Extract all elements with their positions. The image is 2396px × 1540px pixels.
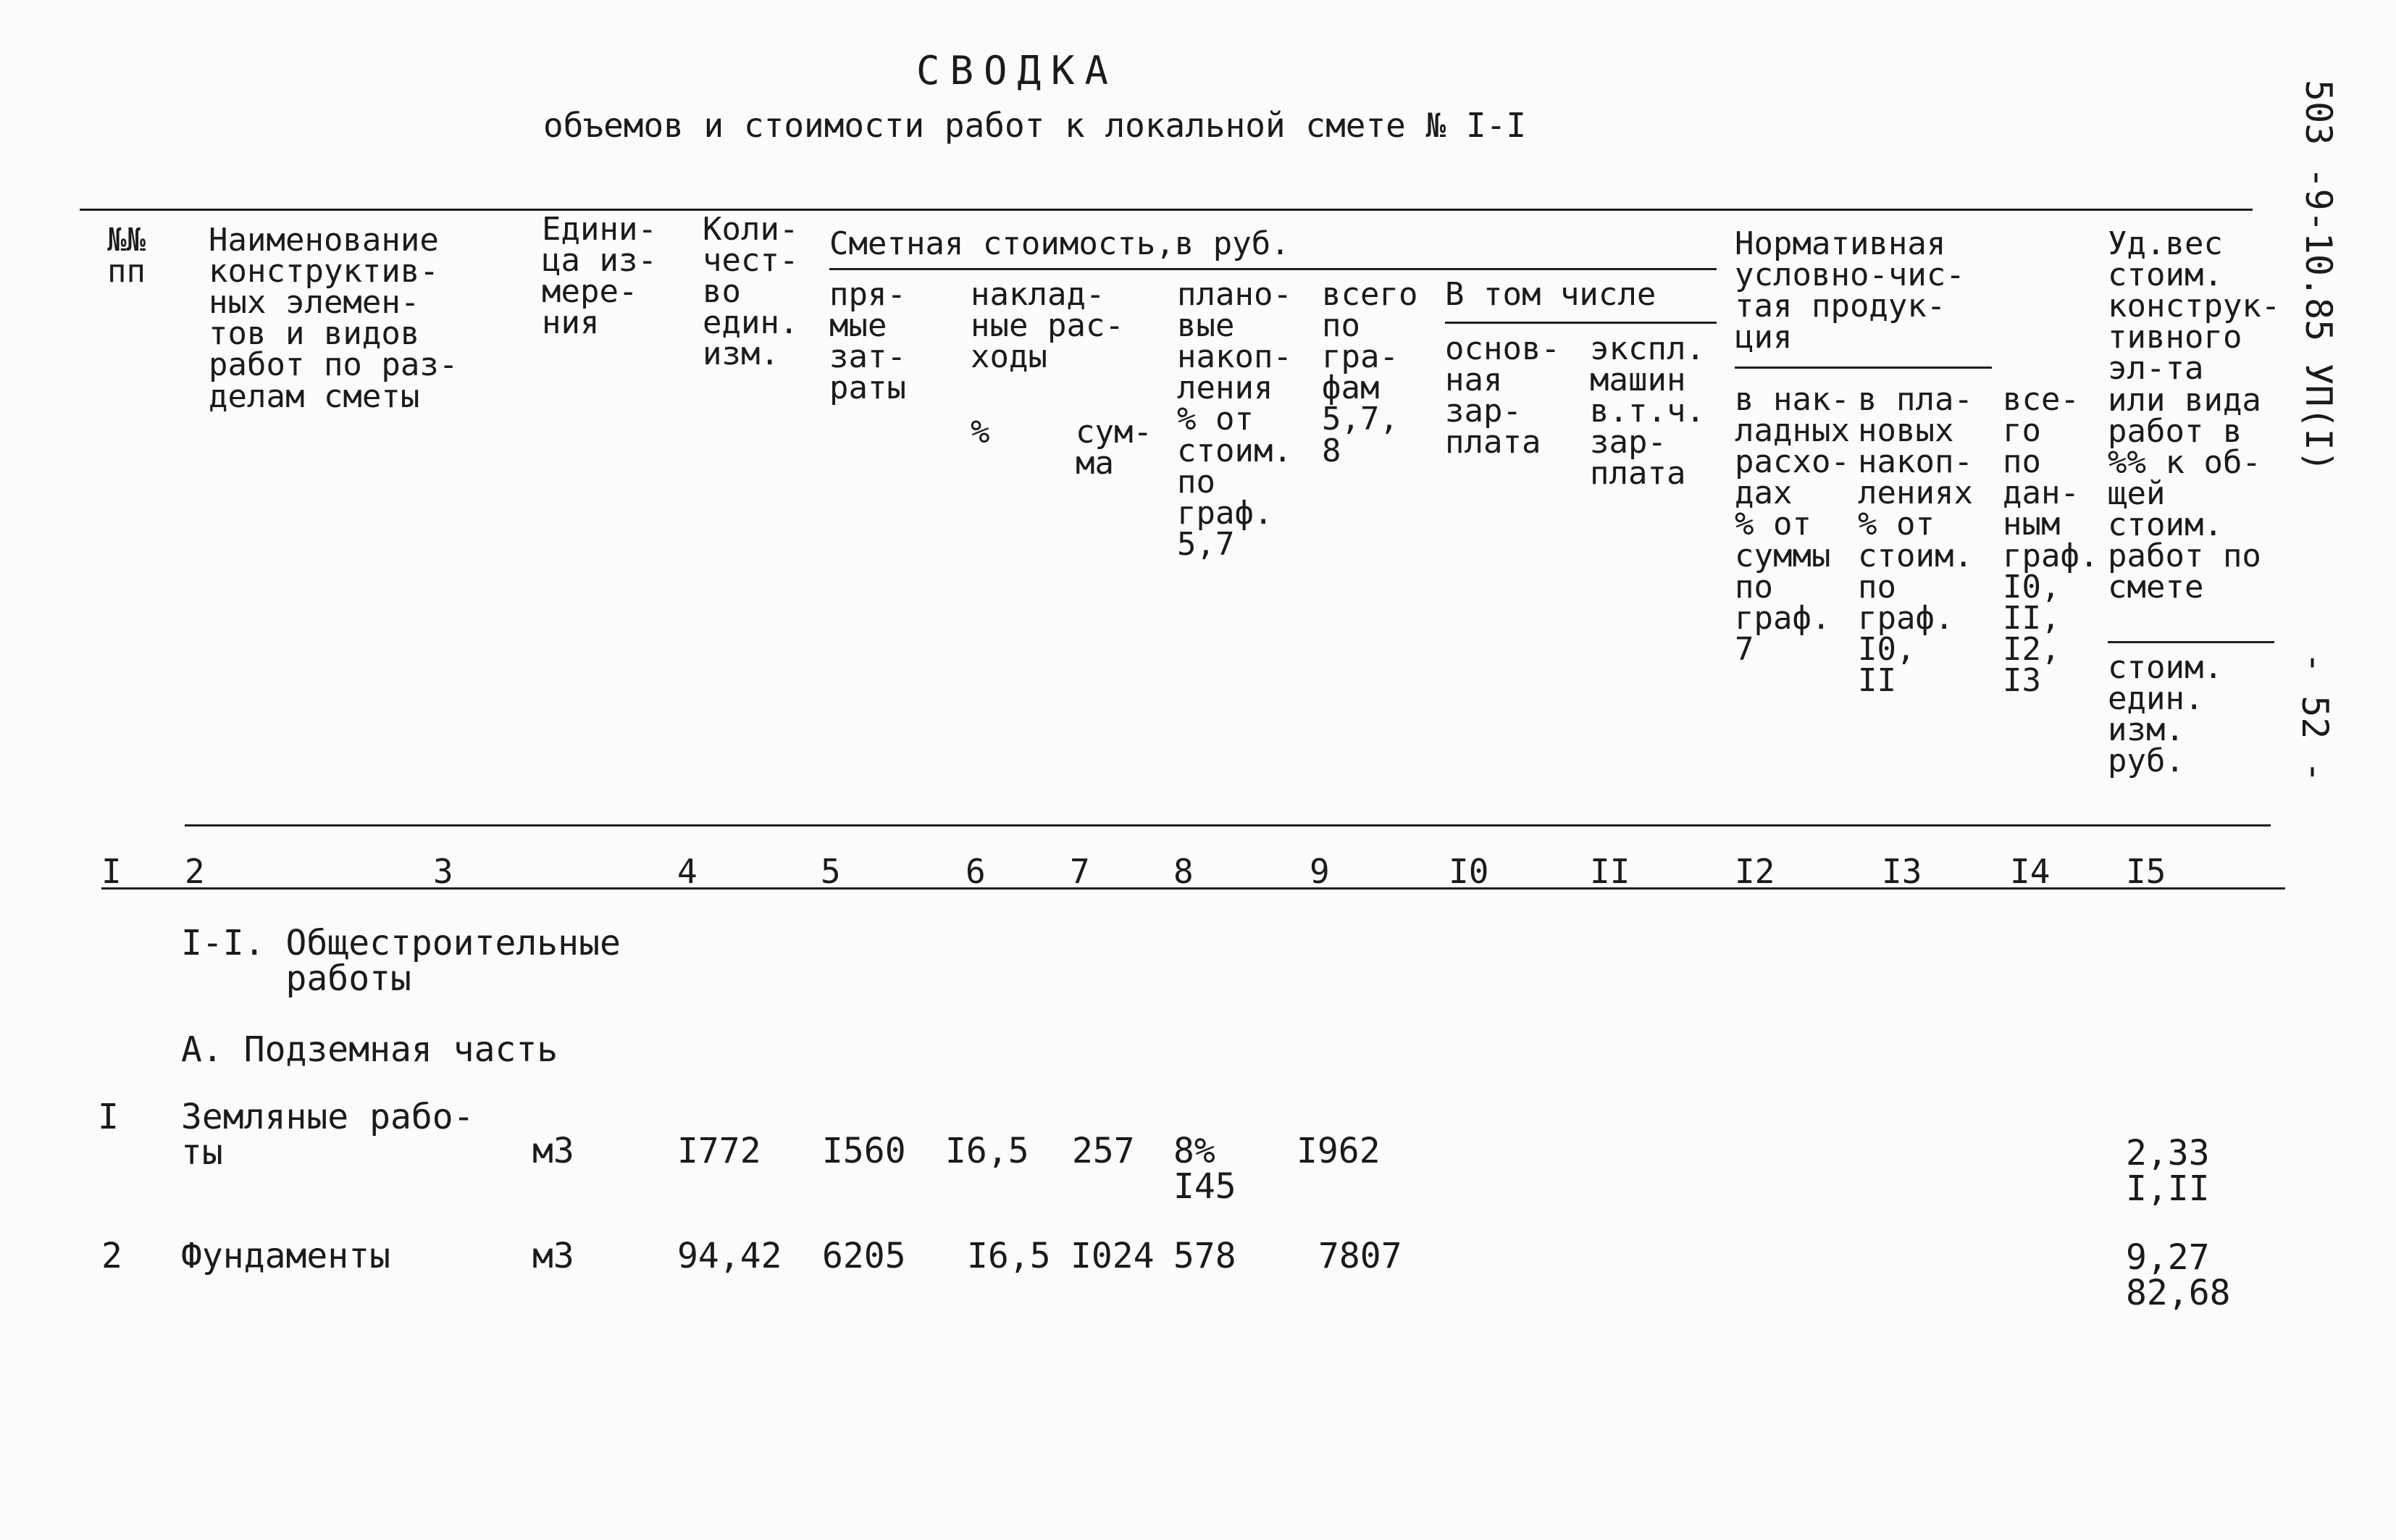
table-row-share: 9,27 82,68 <box>2126 1237 2231 1313</box>
page-subtitle: объемов и стоимости работ к локальной смете № I-I <box>543 106 1527 145</box>
subsection-heading: А. Подземная часть <box>181 1029 558 1070</box>
col-header-base-wage: основ- ная зар- плата <box>1445 330 1560 461</box>
table-row-unit: м3 <box>532 1236 574 1276</box>
table-row-direct: 6205 <box>822 1236 906 1276</box>
col-number: 5 <box>821 852 841 891</box>
table-row-direct: I560 <box>822 1131 906 1171</box>
page-title: СВОДКА <box>916 48 1119 93</box>
table-row-name: Земляные рабо- ты <box>181 1097 474 1173</box>
col-header-overhead-pct: % <box>971 414 990 451</box>
col-number: 6 <box>965 852 986 891</box>
col-header-unit: Едини- ца из- мере- ния <box>542 211 657 342</box>
table-top-rule <box>80 209 2253 211</box>
col-header-total: всего по гра- фам 5,7, 8 <box>1322 276 1418 469</box>
table-row-planned: 8% I45 <box>1173 1131 1236 1207</box>
col-header-direct-costs: пря- мые зат- раты <box>829 276 906 407</box>
col-header-norm-overhead: в нак- ладных расхо- дах % от суммы по граф. 7 <box>1735 381 1850 668</box>
col-header-unit-cost: стоим. един. изм. руб. <box>2108 649 2223 780</box>
col-number: I4 <box>2010 852 2051 891</box>
col-header-name: Наименование конструктив- ных элемен- тов и видов работ по раз- делам сметы <box>209 222 458 415</box>
table-row-quantity: 94,42 <box>677 1236 782 1276</box>
col-header-norm-total: все- го по дан- ным граф. I0, II, I2, I3 <box>2003 381 2099 699</box>
header-bottom-rule <box>185 824 2271 827</box>
col-header-planned-savings: плано- вые накоп- ления % от стоим. по граф. 5,7 <box>1177 276 1292 563</box>
side-page-number: - 52 - <box>2294 652 2336 783</box>
col-number: 2 <box>185 852 205 891</box>
col-header-overhead-sum: сум- ма <box>1076 414 1152 482</box>
table-row-oh-sum: I024 <box>1071 1236 1155 1276</box>
incl-group-rule <box>1445 322 1717 324</box>
table-row-name: Фундаменты <box>181 1236 390 1276</box>
col-header-number: №№ пп <box>107 222 146 290</box>
col-header-overhead-group: наклад- ные рас- ходы <box>971 276 1124 376</box>
col-number: 4 <box>677 852 698 891</box>
col-number: 3 <box>433 852 453 891</box>
table-row-unit: м3 <box>532 1131 574 1171</box>
col-header-cost-group: Сметная стоимость,в руб. <box>829 225 1290 262</box>
table-row-oh-sum: 257 <box>1072 1131 1135 1171</box>
col-number: I2 <box>1735 852 1775 891</box>
table-row-quantity: I772 <box>677 1131 761 1171</box>
col-header-norm-group: Нормативная условно-чис- тая продук- ция <box>1735 225 1965 356</box>
col-number: I3 <box>1882 852 1922 891</box>
norm-group-rule <box>1735 367 1992 369</box>
col-header-norm-planned: в пла- новых накоп- лениях % от стоим. по граф. I0, II <box>1858 381 1973 699</box>
cost-group-rule <box>829 268 1717 270</box>
col-header-machine-op: экспл. машин в.т.ч. зар- плата <box>1590 330 1705 493</box>
col-number: 9 <box>1310 852 1330 891</box>
col-number: 8 <box>1173 852 1194 891</box>
table-row-number: I <box>98 1097 119 1137</box>
table-row-share: 2,33 I,II <box>2126 1133 2210 1209</box>
col-header-quantity: Коли- чест- во един. изм. <box>703 211 799 373</box>
table-row-total: I962 <box>1297 1131 1381 1171</box>
share-divider-rule <box>2108 641 2274 643</box>
col-number: I <box>101 852 122 891</box>
table-row-planned: 578 <box>1173 1236 1236 1276</box>
col-header-share: Уд.вес стоим. конструк- тивного эл-та или вида работ в %% к об- щей стоим. работ по смете <box>2108 225 2281 606</box>
table-row-total: 7807 <box>1318 1236 1402 1276</box>
table-row-oh-pct: I6,5 <box>945 1131 1029 1171</box>
col-number: II <box>1590 852 1630 891</box>
table-row-oh-pct: I6,5 <box>967 1236 1051 1276</box>
section-heading: I-I. Общестроительные работы <box>181 923 621 999</box>
col-number: 7 <box>1070 852 1090 891</box>
table-row-number: 2 <box>101 1236 122 1276</box>
side-doc-code: 503 -9-10.85 УП(I) <box>2297 80 2340 472</box>
col-header-incl-group: В том числе <box>1445 276 1656 313</box>
col-number: I0 <box>1449 852 1489 891</box>
col-number: I5 <box>2126 852 2166 891</box>
